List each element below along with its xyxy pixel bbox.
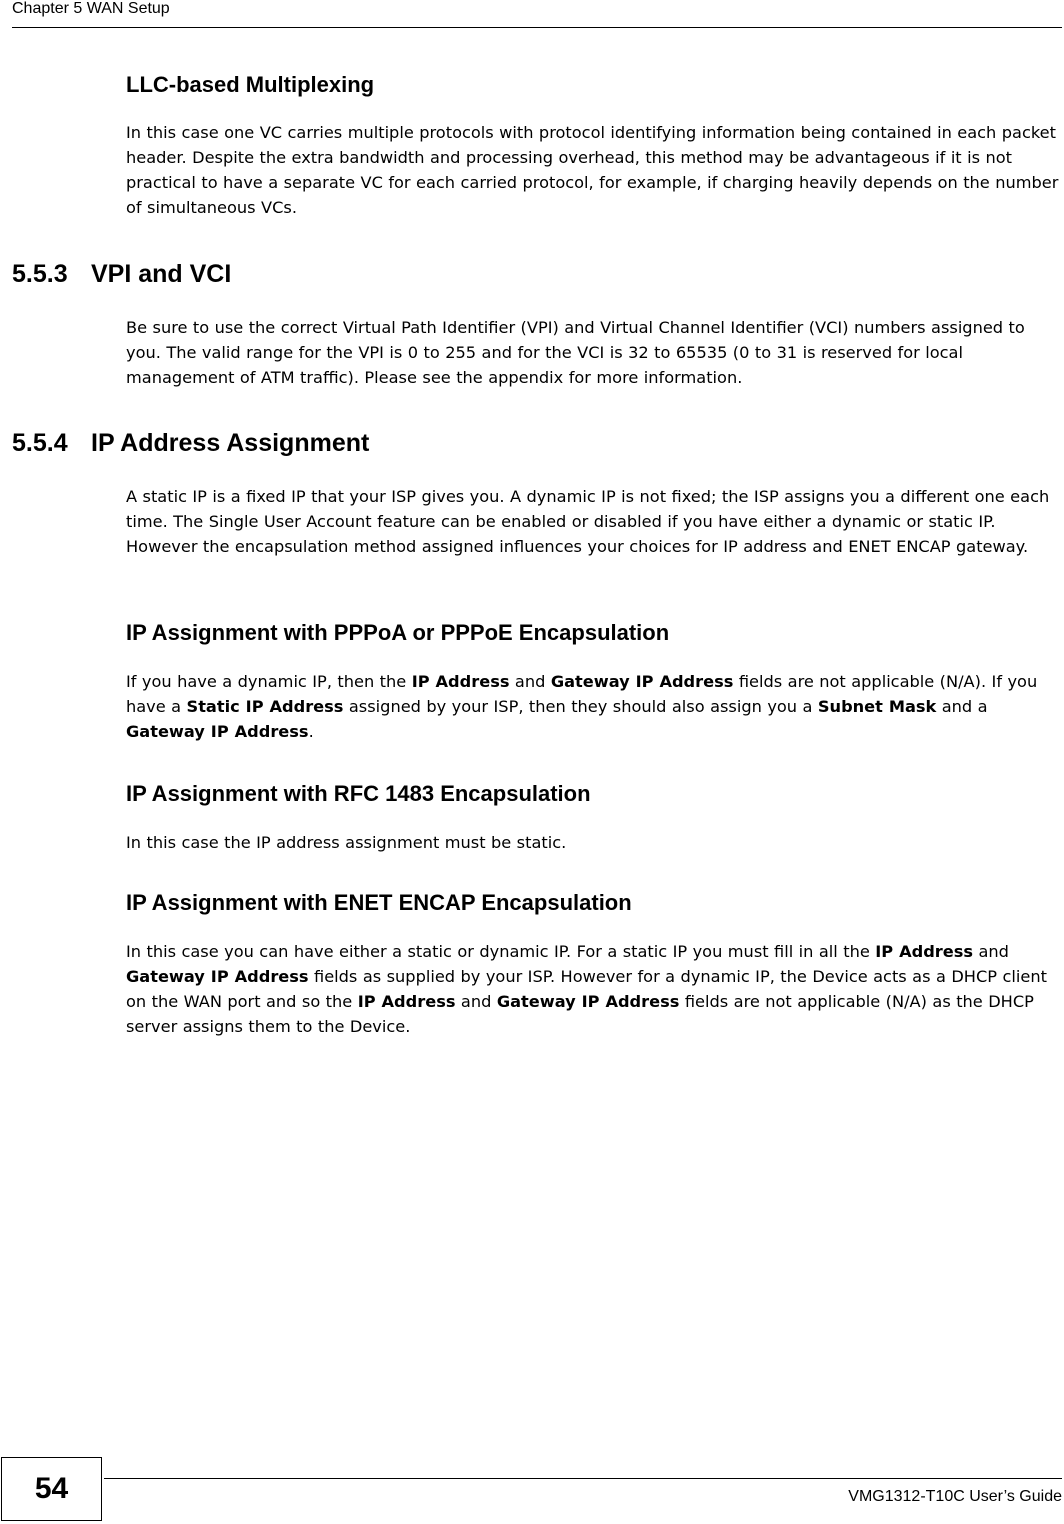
rfc-paragraph: In this case the IP address assignment must be static. [126,833,567,852]
running-header: Chapter 5 WAN Setup [12,0,170,17]
text-run: fields as supplied by your ISP. However for a dynamic IP, the Device acts as a DHCP client on the WAN port and so the [126,967,1047,1011]
ip-section-number: 5.5.4 [12,429,68,457]
text-run: and [455,992,497,1011]
pppoa-paragraph [126,669,1061,744]
text-run: and a [936,697,988,716]
footer-divider [104,1478,1062,1479]
vpi-section-title: VPI and VCI [91,260,232,288]
vpi-section-heading [12,259,231,289]
text-run: assigned by your ISP, then they should also assign you a [343,697,818,716]
text-run: and [509,672,551,691]
bold-term: Gateway IP Address [496,992,680,1011]
ip-section-heading [12,428,369,458]
text-run: . [308,722,314,741]
bold-term: IP Address [411,672,510,691]
llc-paragraph: In this case one VC carries multiple protocols with protocol identifying information being contained in each packet header. Despite the extra bandwidth and processing overhead, this method may be advantageous if it is not practical to have a separate VC for each carried protocol, for example, if charging heavily depends on the number of simultaneous VCs. [126,123,1059,217]
vpi-section-number: 5.5.3 [12,260,68,288]
bold-term: Gateway IP Address [126,722,309,741]
bold-term: Gateway IP Address [126,967,309,986]
ip-paragraph: A static IP is a fixed IP that your ISP gives you. A dynamic IP is not fixed; the ISP assigns you a different one each time. The Single User Account feature can be enabled or disabled if you have either a dynamic or static IP. However the encapsulation method assigned influences your choices for IP address and ENET ENCAP gateway. [126,487,1050,556]
header-divider [12,27,1062,28]
text-run: In this case you can have either a static or dynamic IP. For a static IP you must fill in all the [126,942,876,961]
ip-section-title: IP Address Assignment [91,429,370,457]
bold-term: IP Address [357,992,456,1011]
bold-term: Static IP Address [186,697,344,716]
text-run: and [973,942,1009,961]
bold-term: Gateway IP Address [550,672,734,691]
guide-title: VMG1312-T10C User’s Guide [848,1488,1062,1505]
enet-paragraph [126,939,1061,1039]
text-run: fields are not applicable (N/A) as the DHCP server assigns them to the Device. [126,992,1034,1036]
enet-heading: IP Assignment with ENET ENCAP Encapsulation [126,890,632,915]
llc-heading: LLC-based Multiplexing [126,72,375,97]
text-run: fields are not applicable (N/A). If you have a [126,672,1038,716]
vpi-paragraph: Be sure to use the correct Virtual Path Identifier (VPI) and Virtual Channel Identifier (VCI) numbers assigned to you. The valid range for the VPI is 0 to 255 and for the VCI is 32 to 65535 (0 to 31 is reserved for local management of ATM traffic). Please see the appendix for more information. [126,318,1025,387]
bold-term: Subnet Mask [817,697,937,716]
pppoa-heading: IP Assignment with PPPoA or PPPoE Encapsulation [126,620,670,645]
page-number: 54 [1,1457,102,1521]
text-run: If you have a dynamic IP, then the [126,672,412,691]
bold-term: IP Address [875,942,974,961]
rfc-heading: IP Assignment with RFC 1483 Encapsulation [126,781,591,806]
